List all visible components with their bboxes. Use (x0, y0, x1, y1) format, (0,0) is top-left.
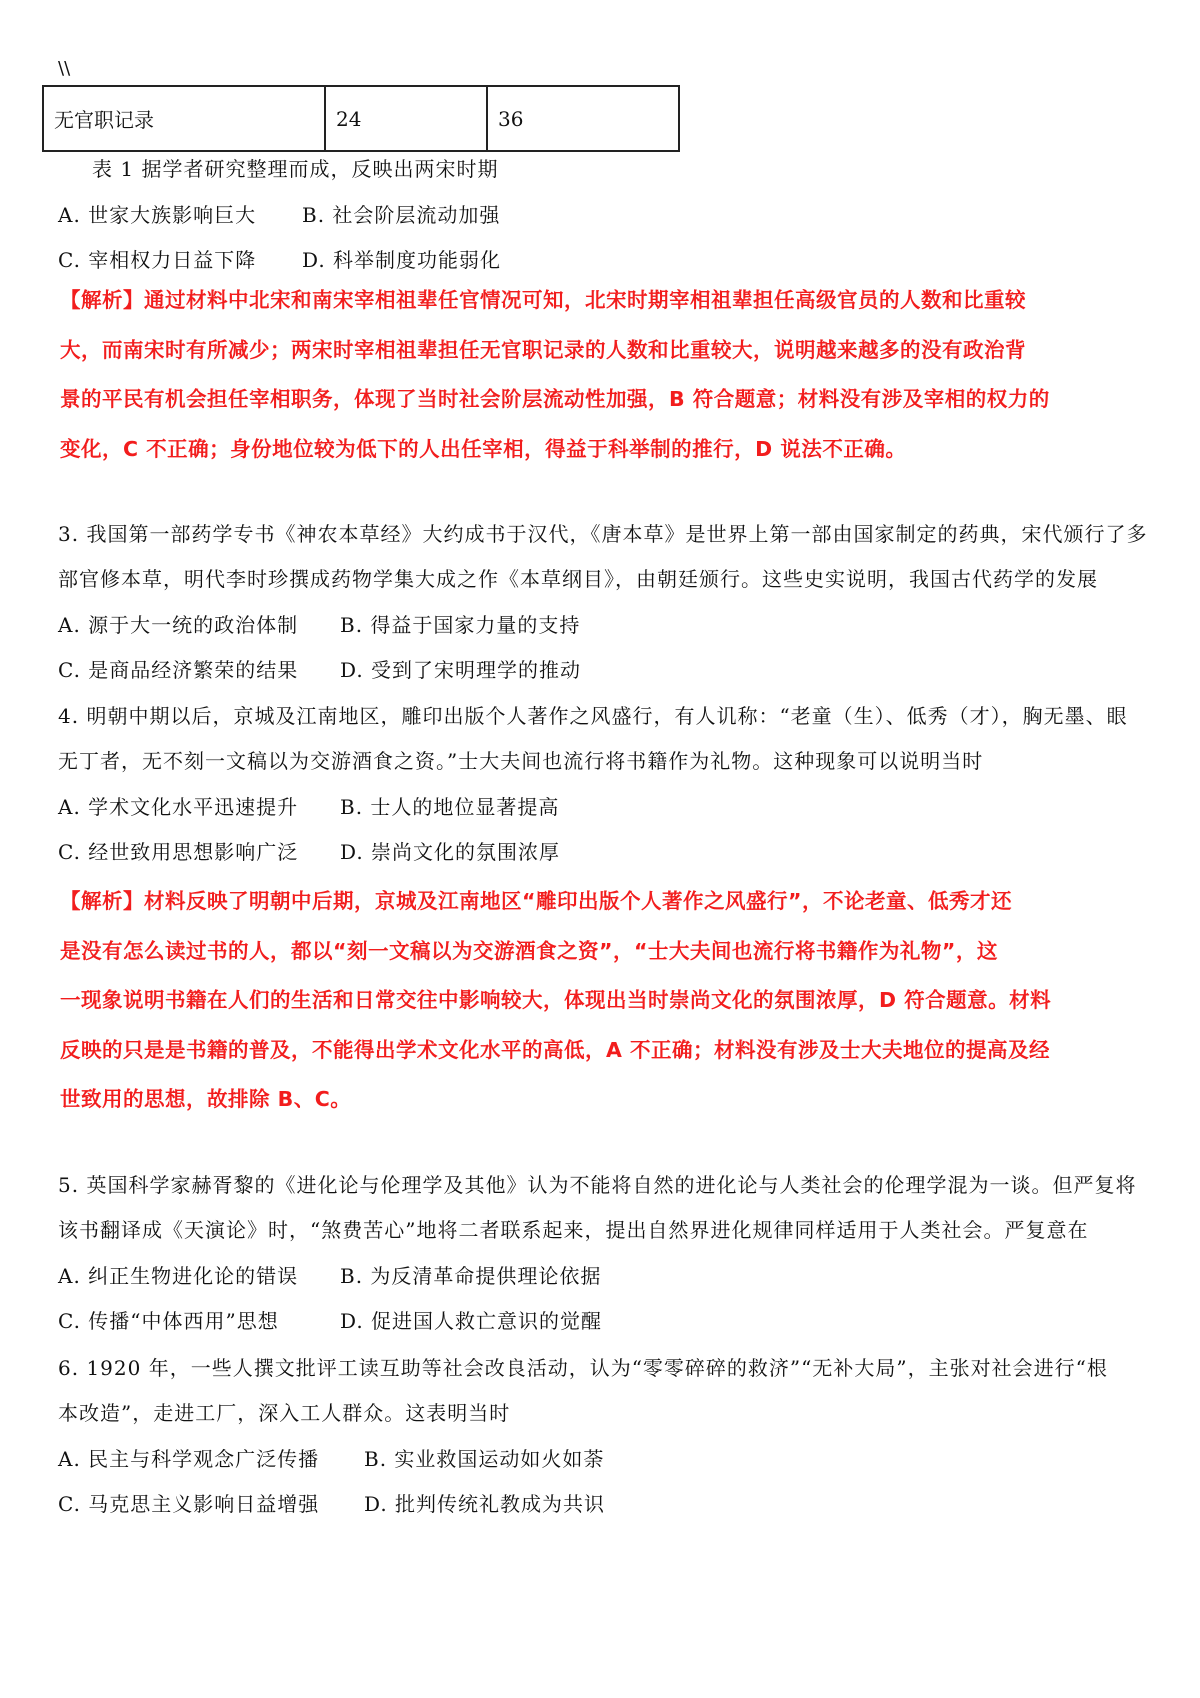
q4-option-b: B. 士人的地位显著提高 (340, 795, 560, 819)
q5-option-a: A. 纠正生物进化论的错误 (58, 1264, 299, 1288)
q5-option-b: B. 为反清革命提供理论依据 (340, 1264, 602, 1288)
analysis-line: 一现象说明书籍在人们的生活和日常交往中影响较大，体现出当时崇尚文化的氛围浓厚，D 符合题意。材料 (60, 988, 1052, 1012)
q4-option-c: C. 经世致用思想影响广泛 (58, 840, 299, 864)
top-mark: \\ (58, 58, 71, 79)
q2-option-c: C. 宰相权力日益下降 (58, 248, 257, 272)
q3-stem-line-2: 部官修本草，明代李时珍撰成药物学集大成之作《本草纲目》，由朝廷颁行。这些史实说明，我国古代药学的发展 (58, 567, 1098, 591)
q6-option-a: A. 民主与科学观念广泛传播 (58, 1447, 320, 1471)
analysis-line: 世致用的思想，故排除 B、C。 (60, 1087, 352, 1111)
table-cell: 无官职记录 (43, 86, 325, 151)
q3-option-d: D. 受到了宋明理学的推动 (340, 658, 582, 682)
q4-stem-line-1: 4. 明朝中期以后，京城及江南地区，雕印出版个人著作之风盛行，有人讥称：“老童（生）、低秀（才），胸无墨、眼 (58, 704, 1128, 728)
q2-analysis (60, 276, 1080, 474)
q3-option-c: C. 是商品经济繁荣的结果 (58, 658, 299, 682)
q2-stem: 表 1 据学者研究整理而成，反映出两宋时期 (92, 157, 499, 181)
q5-option-c: C. 传播“中体西用”思想 (58, 1309, 279, 1333)
q2-option-b: B. 社会阶层流动加强 (302, 203, 501, 227)
q6-option-b: B. 实业救国运动如火如荼 (364, 1447, 605, 1471)
q2-option-a: A. 世家大族影响巨大 (58, 203, 257, 227)
analysis-line: 变化，C 不正确；身份地位较为低下的人出任宰相，得益于科举制的推行，D 说法不正确。 (60, 436, 907, 461)
analysis-line: 【解析】材料反映了明朝中后期，京城及江南地区“雕印出版个人著作之风盛行”，不论老童、低秀才还 (60, 889, 1012, 913)
q6-option-c: C. 马克思主义影响日益增强 (58, 1492, 320, 1516)
q5-stem-line-2: 该书翻译成《天演论》时，“煞费苦心”地将二者联系起来，提出自然界进化规律同样适用于人类社会。严复意在 (58, 1218, 1089, 1242)
analysis-line: 反映的只是是书籍的普及，不能得出学术文化水平的高低，A 不正确；材料没有涉及士大夫地位的提高及经 (60, 1037, 1050, 1062)
table-cell: 24 (325, 86, 487, 151)
table-cell: 36 (487, 86, 679, 151)
q4-stem-line-2: 无丁者，无不刻一文稿以为交游酒食之资。”士大夫间也流行将书籍作为礼物。这种现象可以说明当时 (58, 749, 984, 773)
q3-option-a: A. 源于大一统的政治体制 (58, 613, 299, 637)
q3-option-b: B. 得益于国家力量的支持 (340, 613, 581, 637)
q3-stem-line-1: 3. 我国第一部药学专书《神农本草经》大约成书于汉代，《唐本草》是世界上第一部由国家制定的药典，宋代颁行了多 (58, 522, 1148, 546)
q4-analysis (60, 877, 1080, 1125)
table-row (43, 86, 679, 151)
q5-option-d: D. 促进国人救亡意识的觉醒 (340, 1309, 603, 1333)
q4-option-d: D. 崇尚文化的氛围浓厚 (340, 840, 561, 864)
q2-option-d: D. 科举制度功能弱化 (302, 248, 502, 272)
q6-stem-line-2: 本改造”，走进工厂，深入工人群众。这表明当时 (58, 1401, 511, 1425)
analysis-line: 大，而南宋时有所减少；两宋时宰相祖辈担任无官职记录的人数和比重较大，说明越来越多的没有政治背 (60, 337, 1026, 362)
analysis-line: 是没有怎么读过书的人，都以“刻一文稿以为交游酒食之资”，“士大夫间也流行将书籍作为礼物”，这 (60, 938, 998, 963)
analysis-line: 【解析】通过材料中北宋和南宋宰相祖辈任官情况可知，北宋时期宰相祖辈担任高级官员的人数和比重较 (60, 288, 1026, 312)
q5-stem-line-1: 5. 英国科学家赫胥黎的《进化论与伦理学及其他》认为不能将自然的进化论与人类社会的伦理学混为一谈。但严复将 (58, 1173, 1137, 1197)
analysis-line: 景的平民有机会担任宰相职务，体现了当时社会阶层流动性加强，B 符合题意；材料没有涉及宰相的权力的 (60, 387, 1050, 411)
q4-option-a: A. 学术文化水平迅速提升 (58, 795, 299, 819)
data-table (42, 85, 680, 152)
q6-option-d: D. 批判传统礼教成为共识 (364, 1492, 606, 1516)
q6-stem-line-1: 6. 1920 年，一些人撰文批评工读互助等社会改良活动，认为“零零碎碎的救济”“无补大局”，主张对社会进行“根 (58, 1356, 1108, 1380)
